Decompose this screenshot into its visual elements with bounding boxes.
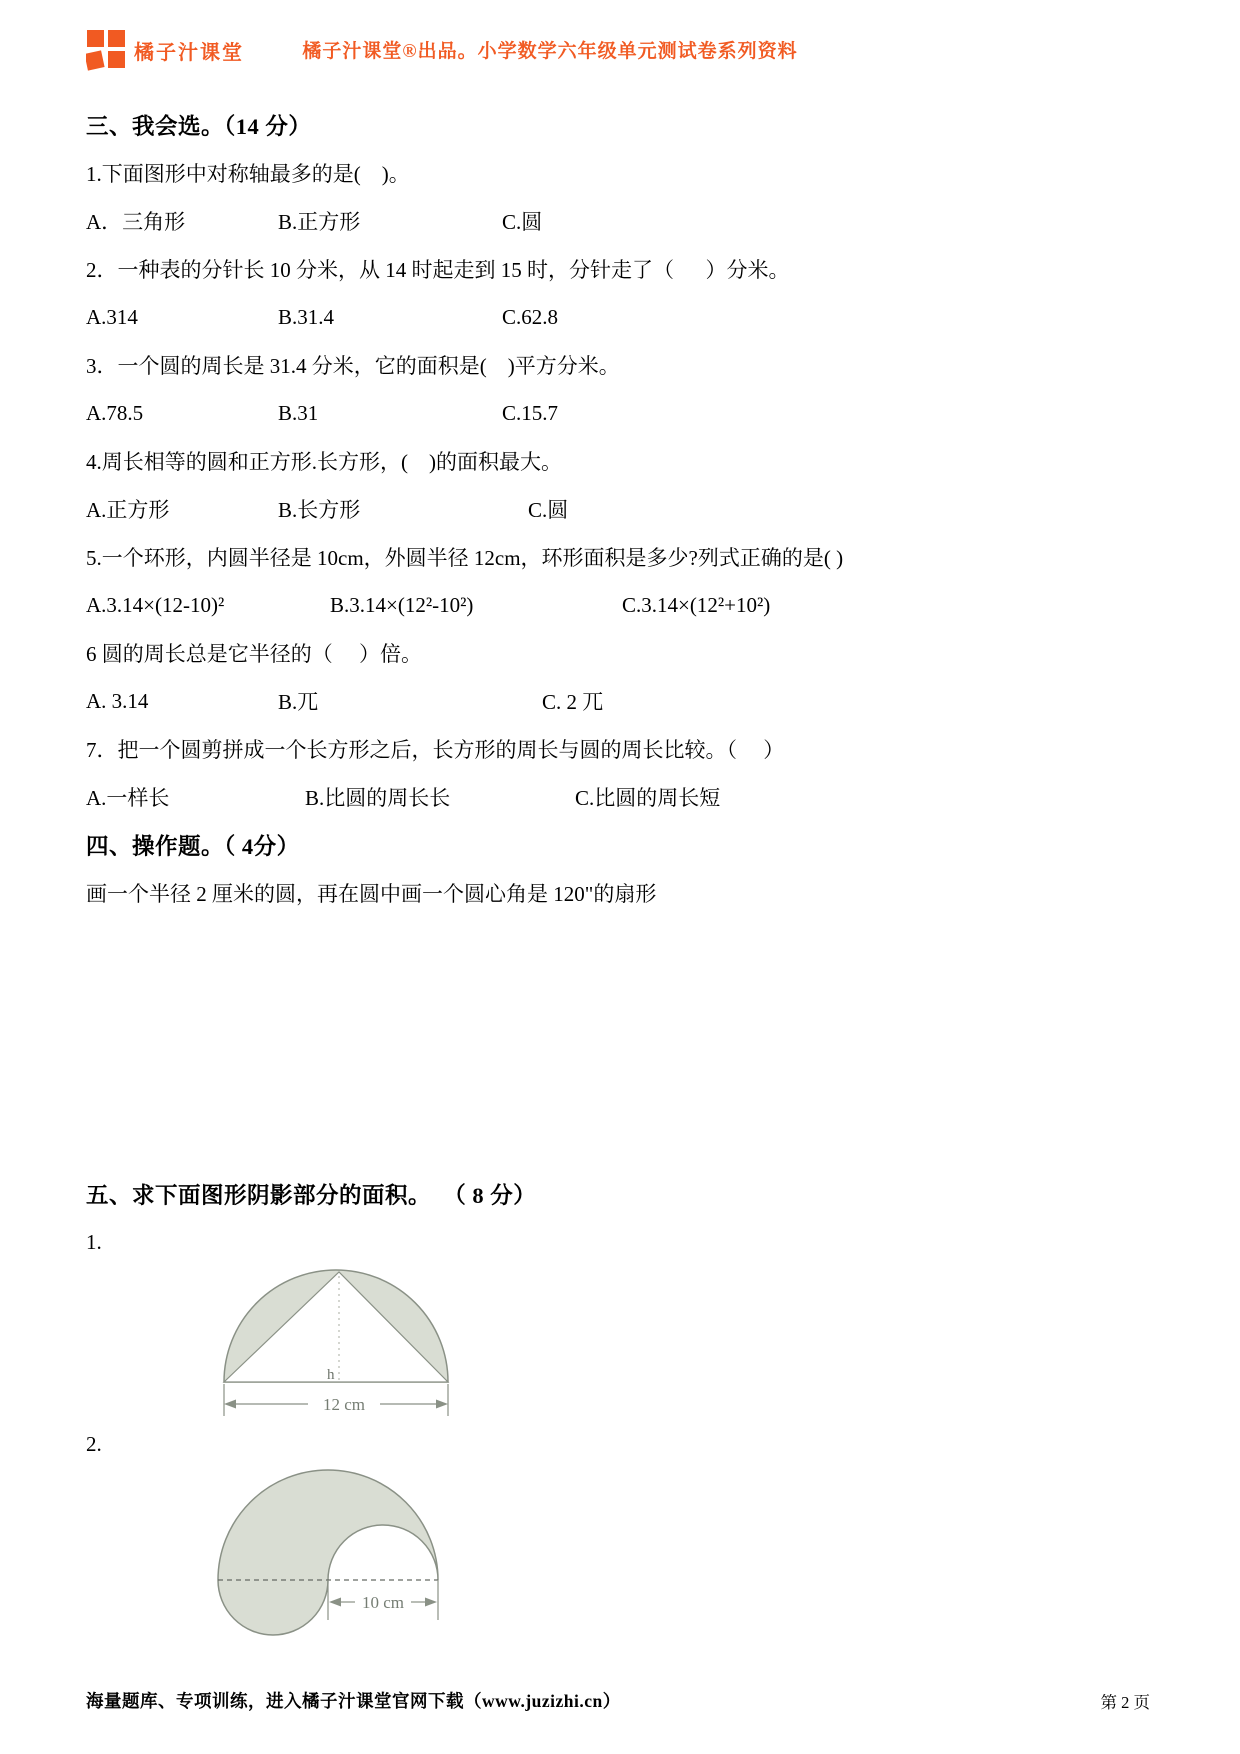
figure-2-crescent-diagram [212, 1468, 1170, 1643]
page-number: 第 2 页 [1100, 1692, 1150, 1712]
option-b: B.3.14×(12²-10²) [330, 592, 474, 617]
base-dimension-label: 12 cm [322, 1395, 366, 1414]
option-a: A.一样长 [86, 786, 170, 810]
question-4-text: 4.周长相等的圆和正方形.长方形，( )的面积最大。 [86, 450, 562, 474]
section4-heading: 四、操作题。（ 4分） [86, 834, 300, 859]
option-a: A.314 [86, 304, 138, 329]
option-c: C.圆 [528, 498, 569, 522]
brand-logo-text: 橘子汁课堂 [134, 41, 244, 64]
header-series-title: 橘子汁课堂®出品。小学数学六年级单元测试卷系列资料 [302, 41, 798, 62]
option-a: A．三角形 [86, 210, 186, 234]
question-5-options [86, 581, 1170, 629]
option-b: B.长方形 [278, 498, 361, 522]
option-b: B.正方形 [278, 210, 361, 234]
height-label: h [327, 1367, 335, 1383]
question-7-options [86, 773, 1170, 821]
option-c: C.比圆的周长短 [575, 786, 721, 810]
radius-dimension-label: 10 cm [361, 1593, 405, 1612]
option-b: B.31 [278, 400, 319, 425]
question-4-options [86, 485, 1170, 533]
question-1-text: 1.下面图形中对称轴最多的是( )。 [86, 162, 410, 186]
section3-heading: 三、我会选。（14 分） [86, 114, 312, 139]
figure-2-item-label: 2. [86, 1431, 102, 1456]
page-footer [86, 1688, 1150, 1713]
question-2-text: 2．一种表的分针长 10 分米，从 14 时起走到 15 时，分针走了（ ）分米。 [86, 258, 790, 282]
question-7-text: 7．把一个圆剪拼成一个长方形之后，长方形的周长与圆的周长比较。（ ） [86, 738, 785, 762]
drawing-answer-space [86, 917, 1170, 1170]
figure-1-item-label: 1. [86, 1229, 102, 1254]
question-3-options [86, 389, 1170, 437]
arrowhead-left-icon [224, 1400, 236, 1409]
figure-1-semicircle-diagram [220, 1266, 1170, 1420]
option-a: A.正方形 [86, 498, 170, 522]
option-b: B.31.4 [278, 304, 335, 329]
option-b: B.兀 [278, 690, 319, 714]
option-a: A. 3.14 [86, 688, 149, 713]
question-1-options [86, 197, 1170, 245]
option-c: C. 2 兀 [542, 690, 604, 714]
question-6-text: 6 圆的周长总是它半径的（ ）倍。 [86, 642, 422, 666]
arrowhead-left-icon [329, 1598, 341, 1607]
option-c: C.圆 [502, 210, 543, 234]
paper-content [86, 101, 1170, 1643]
page-header [86, 28, 1154, 80]
option-c: C.3.14×(12²+10²) [622, 592, 771, 617]
question-6-options [86, 677, 1170, 725]
question-3-text: 3．一个圆的周长是 31.4 分米，它的面积是( )平方分米。 [86, 354, 620, 378]
option-b: B.比圆的周长长 [305, 786, 451, 810]
question-5-text: 5.一个环形，内圆半径是 10cm，外圆半径 12cm，环形面积是多少?列式正确的是( ) [86, 546, 844, 570]
section5-heading: 五、求下面图形阴影部分的面积。 （ 8 分） [86, 1183, 537, 1208]
option-c: C.15.7 [502, 400, 559, 425]
question-2-options [86, 293, 1170, 341]
arrowhead-right-icon [436, 1400, 448, 1409]
option-a: A.3.14×(12-10)² [86, 592, 225, 617]
section4-task-text: 画一个半径 2 厘米的圆，再在圆中画一个圆心角是 120"的扇形 [86, 882, 657, 906]
footer-promo-text: 海量题库、专项训练，进入橘子汁课堂官网下载（www.juzizhi.cn） [86, 1691, 621, 1711]
arrowhead-right-icon [425, 1598, 437, 1607]
option-a: A.78.5 [86, 400, 144, 425]
option-c: C.62.8 [502, 304, 559, 329]
